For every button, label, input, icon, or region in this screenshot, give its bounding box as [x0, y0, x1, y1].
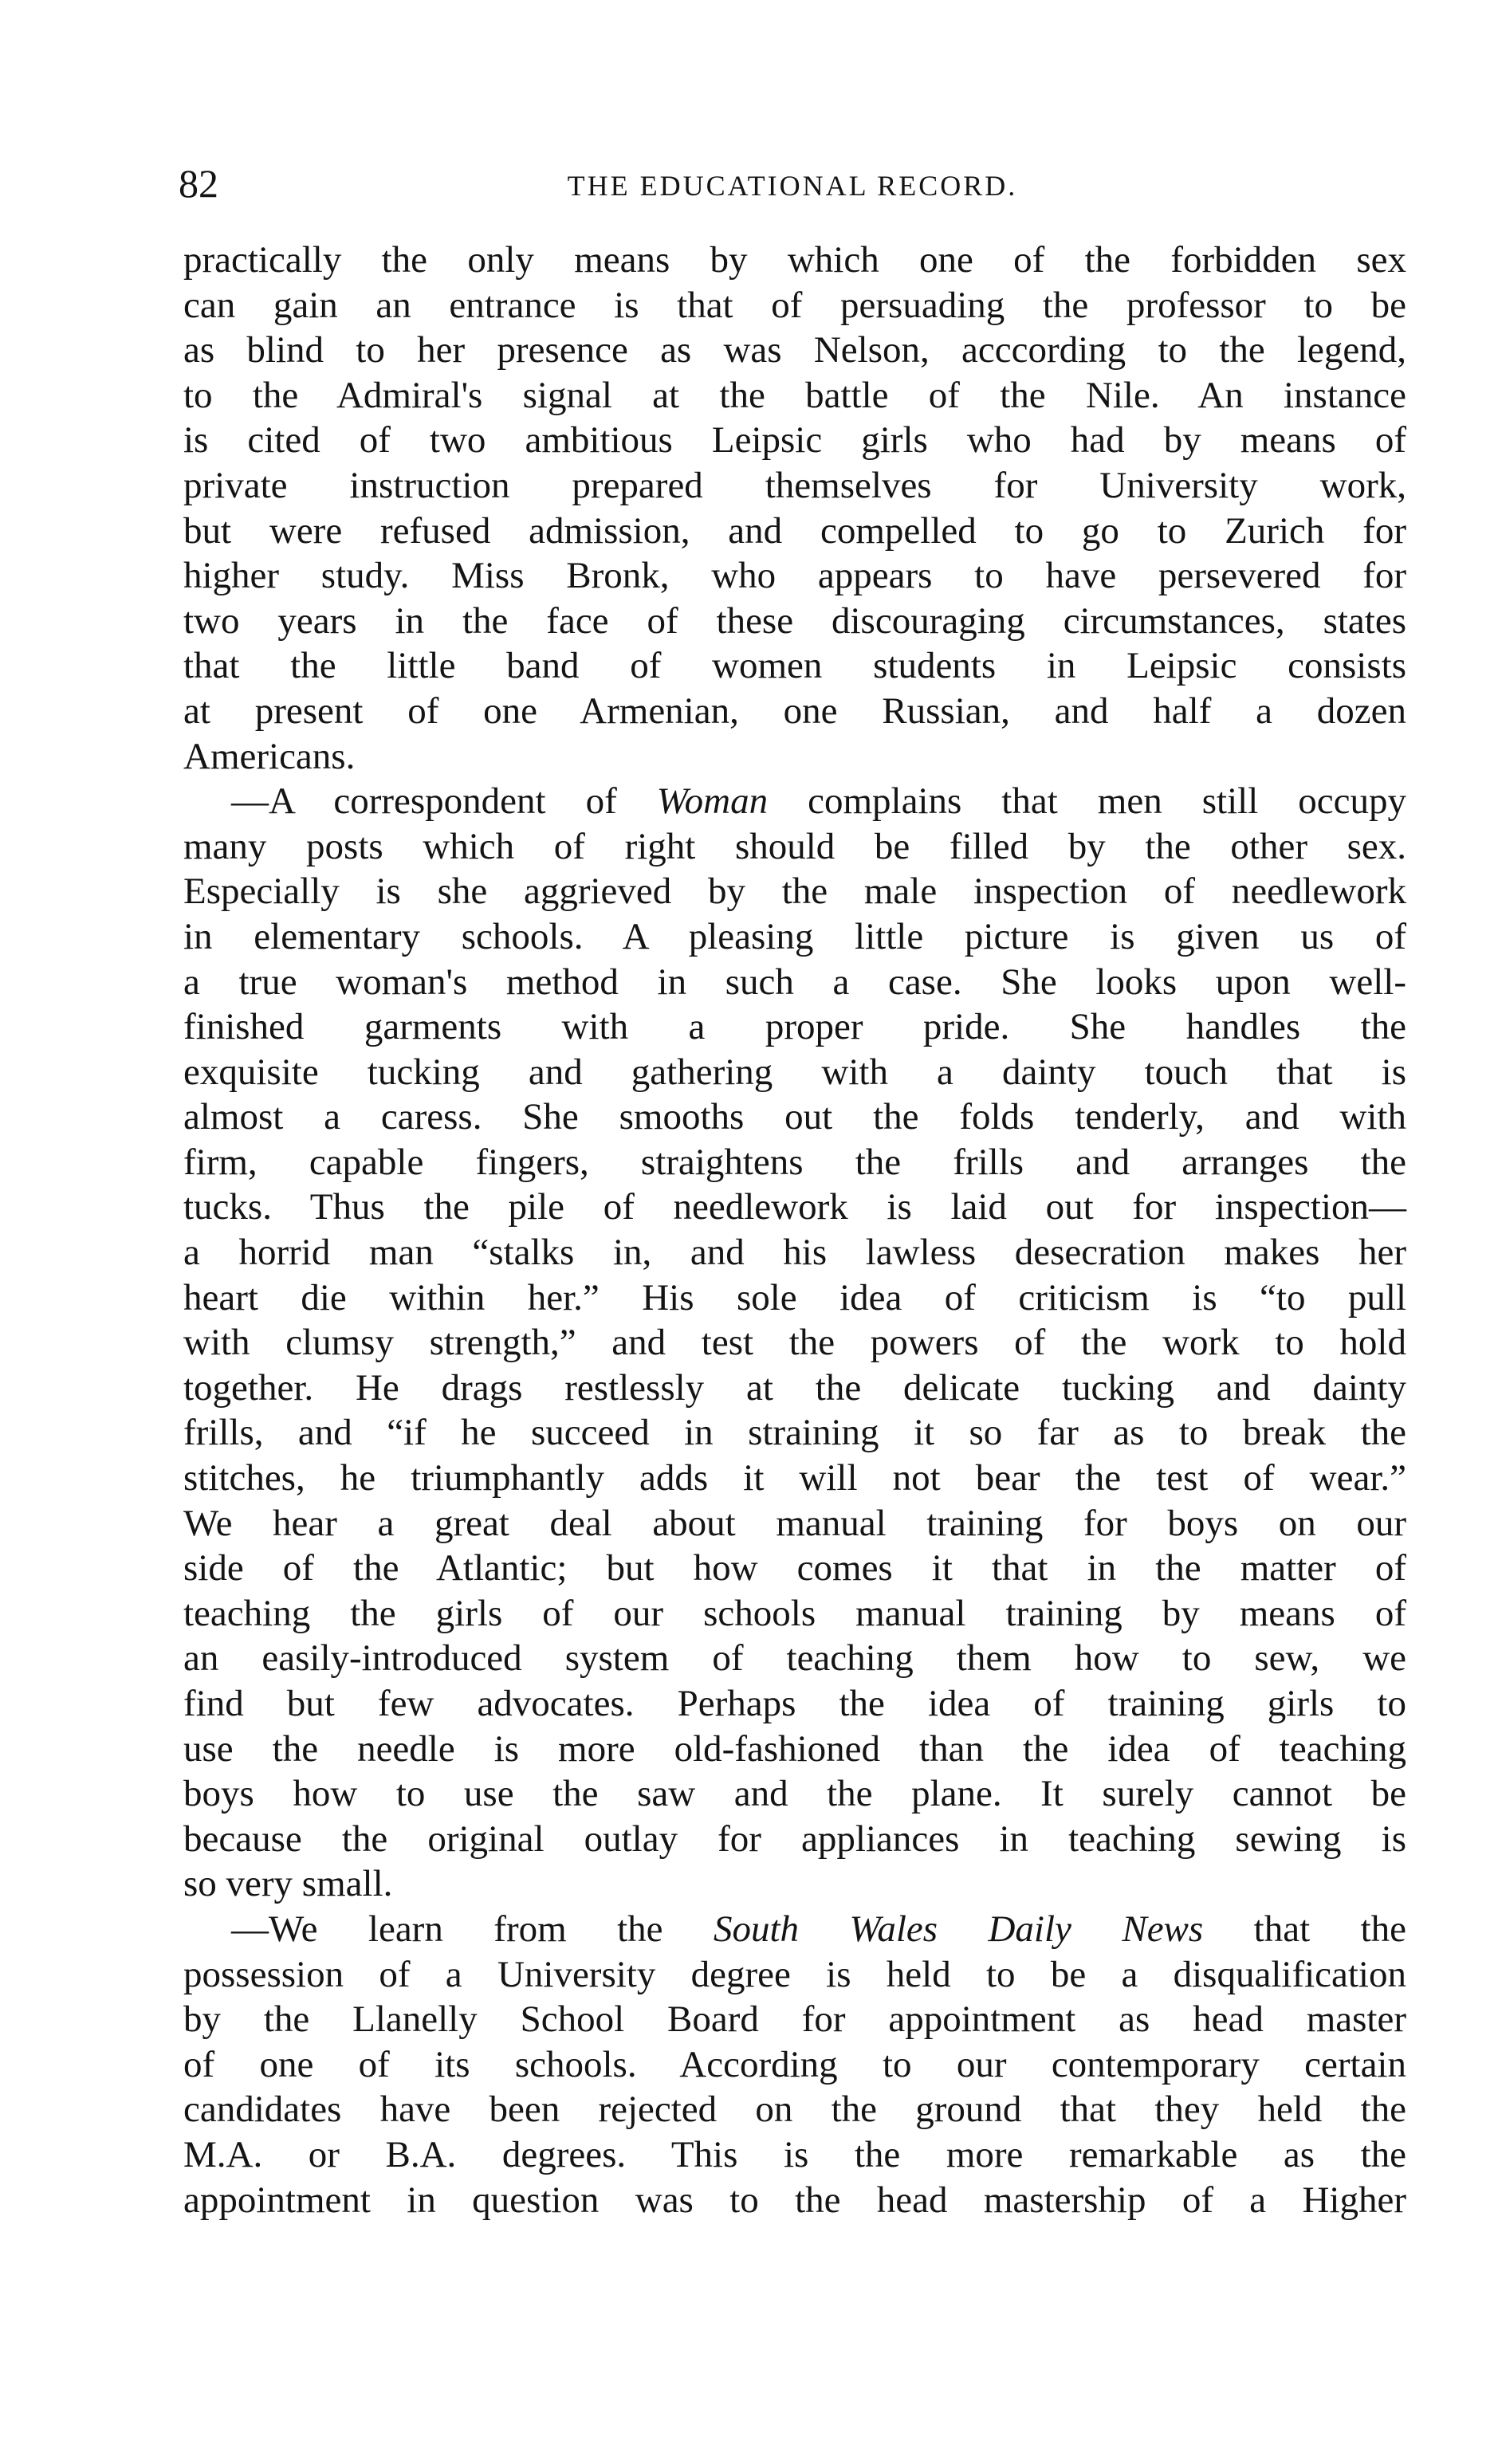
text-line: use the needle is more old-fashioned than the idea of teaching: [183, 1727, 1406, 1770]
text-line: that the little band of women students in Leipsic consists: [183, 645, 1406, 687]
text-line: as blind to her presence as was Nelson, acccording to the legend,: [183, 329, 1406, 371]
text-line: M.A. or B.A. degrees. This is the more remarkable as the: [183, 2133, 1406, 2175]
text-line: heart die within her.” His sole idea of criticism is “to pull: [183, 1276, 1406, 1318]
text-line: appointment in question was to the head mastership of a Higher: [183, 2179, 1406, 2221]
text-line: private instruction prepared themselves for University work,: [183, 464, 1406, 506]
text-run: that the: [1203, 1908, 1406, 1950]
text-line-first: [183, 1907, 1406, 1952]
body-text: [183, 238, 1406, 2222]
text-line: exquisite tucking and gathering with a dainty touch that is: [183, 1051, 1406, 1093]
page-number: 82: [179, 161, 218, 206]
text-line: candidates have been rejected on the ground that they held the: [183, 2089, 1406, 2131]
text-line: finished garments with a proper pride. She handles the: [183, 1006, 1406, 1048]
text-line: by the Llanelly School Board for appointment as head master: [183, 1998, 1406, 2041]
text-line: an easily-introduced system of teaching them how to sew, we: [183, 1637, 1406, 1680]
text-line: many posts which of right should be filled by the other sex.: [183, 825, 1406, 867]
text-line: almost a caress. She smooths out the folds tenderly, and with: [183, 1096, 1406, 1138]
text-line: so very small.: [183, 1863, 393, 1905]
text-line: a horrid man “stalks in, and his lawless desecration makes her: [183, 1232, 1406, 1274]
text-line: together. He drags restlessly at the delicate tucking and dainty: [183, 1366, 1406, 1409]
text-line: We hear a great deal about manual training for boys on our: [183, 1502, 1406, 1544]
text-line: two years in the face of these discouraging circumstances, states: [183, 599, 1406, 642]
text-line: practically the only means by which one of the forbidden sex: [183, 239, 1406, 281]
paragraph-1: [183, 238, 1406, 779]
text-line: firm, capable fingers, straightens the frills and arranges the: [183, 1141, 1406, 1183]
text-line: at present of one Armenian, one Russian, and half a dozen: [183, 690, 1406, 732]
text-run: —A correspondent of: [231, 780, 657, 823]
text-line: side of the Atlantic; but how comes it that in the matter of: [183, 1547, 1406, 1590]
text-line: is cited of two ambitious Leipsic girls who had by means of: [183, 419, 1406, 462]
text-line: because the original outlay for appliances in teaching sewing is: [183, 1818, 1406, 1860]
periodical-title: South Wales Daily News: [713, 1908, 1204, 1950]
text-line: teaching the girls of our schools manual training by means of: [183, 1592, 1406, 1634]
text-line: with clumsy strength,” and test the powers of the work to hold: [183, 1322, 1406, 1364]
paragraph-3: [183, 1907, 1406, 2222]
text-line: can gain an entrance is that of persuading the professor to be: [183, 284, 1406, 326]
text-line-first: [183, 779, 1406, 824]
text-line: a true woman's method in such a case. She looks upon well-: [183, 961, 1406, 1003]
text-line: Americans.: [183, 735, 356, 777]
text-line: to the Admiral's signal at the battle of the Nile. An instance: [183, 374, 1406, 416]
text-line: but were refused admission, and compelled to go to Zurich for: [183, 509, 1406, 552]
text-line: possession of a University degree is held to be a disqualification: [183, 1953, 1406, 1995]
text-line: tucks. Thus the pile of needlework is laid out for inspection—: [183, 1186, 1406, 1228]
text-line: boys how to use the saw and the plane. It surely cannot be: [183, 1773, 1406, 1815]
text-run: —We learn from the: [231, 1908, 714, 1950]
text-line: of one of its schools. According to our contemporary certain: [183, 2043, 1406, 2085]
text-line: in elementary schools. A pleasing little picture is given us of: [183, 915, 1406, 957]
text-line: stitches, he triumphantly adds it will not bear the test of wear.”: [183, 1457, 1406, 1499]
text-line: higher study. Miss Bronk, who appears to have persevered for: [183, 555, 1406, 597]
running-head: THE EDUCATIONAL RECORD.: [567, 170, 1018, 202]
periodical-title: Woman: [656, 780, 769, 823]
paragraph-2: [183, 779, 1406, 1907]
text-run: complains that men still occupy: [768, 780, 1407, 823]
text-line: Especially is she aggrieved by the male inspection of needlework: [183, 870, 1406, 913]
text-line: find but few advocates. Perhaps the idea of training girls to: [183, 1683, 1406, 1724]
page-header: [179, 159, 1406, 207]
text-line: frills, and “if he succeed in straining it so far as to break the: [183, 1412, 1406, 1454]
